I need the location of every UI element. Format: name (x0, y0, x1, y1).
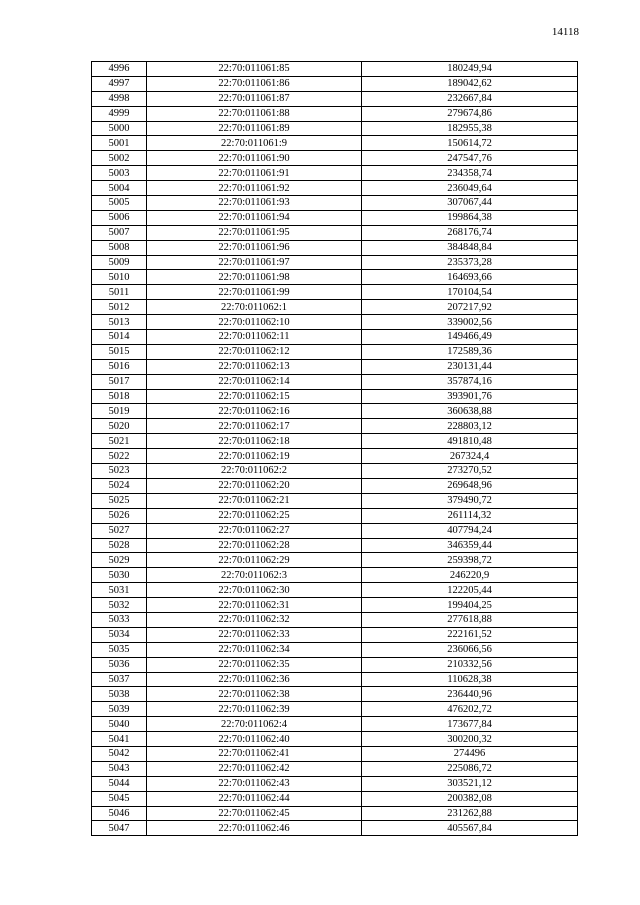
cadastral-number-cell: 22:70:011061:99 (147, 285, 362, 300)
cadastral-number-cell: 22:70:011062:44 (147, 791, 362, 806)
row-number-cell: 5014 (92, 330, 147, 345)
row-number-cell: 5039 (92, 702, 147, 717)
table-row (92, 776, 578, 791)
row-number-cell: 5032 (92, 598, 147, 613)
cadastral-number-cell: 22:70:011061:85 (147, 62, 362, 77)
table-row (92, 538, 578, 553)
cadastral-value-cell: 300200,32 (362, 732, 578, 747)
cadastral-value-cell: 269648,96 (362, 478, 578, 493)
table-row (92, 493, 578, 508)
cadastral-number-cell: 22:70:011061:91 (147, 166, 362, 181)
cadastral-number-cell: 22:70:011061:96 (147, 240, 362, 255)
row-number-cell: 5023 (92, 464, 147, 479)
row-number-cell: 4999 (92, 106, 147, 121)
row-number-cell: 5013 (92, 315, 147, 330)
row-number-cell: 5028 (92, 538, 147, 553)
table-row (92, 598, 578, 613)
row-number-cell: 5003 (92, 166, 147, 181)
cadastral-value-cell: 346359,44 (362, 538, 578, 553)
table-row (92, 419, 578, 434)
row-number-cell: 5021 (92, 434, 147, 449)
cadastral-number-cell: 22:70:011062:42 (147, 761, 362, 776)
cadastral-number-cell: 22:70:011062:15 (147, 389, 362, 404)
table-row (92, 791, 578, 806)
cadastral-number-cell: 22:70:011062:32 (147, 612, 362, 627)
cadastral-value-cell: 236049,64 (362, 181, 578, 196)
row-number-cell: 5036 (92, 657, 147, 672)
row-number-cell: 5001 (92, 136, 147, 151)
table-row (92, 344, 578, 359)
cadastral-value-cell: 230131,44 (362, 359, 578, 374)
cadastral-number-cell: 22:70:011061:97 (147, 255, 362, 270)
cadastral-value-cell: 303521,12 (362, 776, 578, 791)
row-number-cell: 5029 (92, 553, 147, 568)
row-number-cell: 5000 (92, 121, 147, 136)
cadastral-value-cell: 379490,72 (362, 493, 578, 508)
row-number-cell: 5040 (92, 717, 147, 732)
cadastral-number-cell: 22:70:011062:39 (147, 702, 362, 717)
table-row (92, 568, 578, 583)
cadastral-number-cell: 22:70:011062:17 (147, 419, 362, 434)
table-row (92, 627, 578, 642)
row-number-cell: 5007 (92, 225, 147, 240)
cadastral-number-cell: 22:70:011062:16 (147, 404, 362, 419)
cadastral-number-cell: 22:70:011062:35 (147, 657, 362, 672)
table-row (92, 523, 578, 538)
cadastral-value-cell: 384848,84 (362, 240, 578, 255)
cadastral-number-cell: 22:70:011061:90 (147, 151, 362, 166)
cadastral-value-cell: 407794,24 (362, 523, 578, 538)
table-row (92, 374, 578, 389)
cadastral-value-cell: 360638,88 (362, 404, 578, 419)
cadastral-number-cell: 22:70:011062:43 (147, 776, 362, 791)
cadastral-number-cell: 22:70:011062:21 (147, 493, 362, 508)
cadastral-value-cell: 170104,54 (362, 285, 578, 300)
cadastral-number-cell: 22:70:011062:1 (147, 300, 362, 315)
row-number-cell: 5033 (92, 612, 147, 627)
table-row (92, 642, 578, 657)
cadastral-number-cell: 22:70:011061:98 (147, 270, 362, 285)
table-row (92, 702, 578, 717)
table-row (92, 151, 578, 166)
table-row (92, 166, 578, 181)
cadastral-value-cell: 232667,84 (362, 91, 578, 106)
cadastral-value-cell: 225086,72 (362, 761, 578, 776)
row-number-cell: 5030 (92, 568, 147, 583)
cadastral-value-cell: 339002,56 (362, 315, 578, 330)
cadastral-number-cell: 22:70:011062:27 (147, 523, 362, 538)
row-number-cell: 5045 (92, 791, 147, 806)
row-number-cell: 5022 (92, 449, 147, 464)
row-number-cell: 5004 (92, 181, 147, 196)
cadastral-value-cell: 180249,94 (362, 62, 578, 77)
table-row (92, 270, 578, 285)
cadastral-value-cell: 200382,08 (362, 791, 578, 806)
table-row (92, 508, 578, 523)
row-number-cell: 5010 (92, 270, 147, 285)
row-number-cell: 5042 (92, 746, 147, 761)
cadastral-value-cell: 491810,48 (362, 434, 578, 449)
row-number-cell: 5006 (92, 210, 147, 225)
cadastral-value-cell: 476202,72 (362, 702, 578, 717)
cadastral-number-cell: 22:70:011061:93 (147, 196, 362, 211)
cadastral-number-cell: 22:70:011061:87 (147, 91, 362, 106)
table-row (92, 449, 578, 464)
cadastral-number-cell: 22:70:011062:36 (147, 672, 362, 687)
table-row (92, 255, 578, 270)
row-number-cell: 5016 (92, 359, 147, 374)
row-number-cell: 5002 (92, 151, 147, 166)
row-number-cell: 5034 (92, 627, 147, 642)
row-number-cell: 5037 (92, 672, 147, 687)
table-row (92, 330, 578, 345)
page-number: 14118 (551, 26, 579, 38)
cadastral-number-cell: 22:70:011062:4 (147, 717, 362, 732)
table-row (92, 434, 578, 449)
cadastral-number-cell: 22:70:011061:9 (147, 136, 362, 151)
row-number-cell: 5043 (92, 761, 147, 776)
row-number-cell: 5008 (92, 240, 147, 255)
table-row (92, 672, 578, 687)
row-number-cell: 4996 (92, 62, 147, 77)
cadastral-value-cell: 182955,38 (362, 121, 578, 136)
cadastral-number-cell: 22:70:011062:20 (147, 478, 362, 493)
cadastral-value-cell: 279674,86 (362, 106, 578, 121)
row-number-cell: 5009 (92, 255, 147, 270)
cadastral-value-cell: 150614,72 (362, 136, 578, 151)
row-number-cell: 5020 (92, 419, 147, 434)
row-number-cell: 4997 (92, 76, 147, 91)
table-row (92, 478, 578, 493)
table-row (92, 196, 578, 211)
row-number-cell: 4998 (92, 91, 147, 106)
row-number-cell: 5017 (92, 374, 147, 389)
cadastral-value-cell: 222161,52 (362, 627, 578, 642)
cadastral-value-cell: 246220,9 (362, 568, 578, 583)
cadastral-value-cell: 189042,62 (362, 76, 578, 91)
table-row (92, 359, 578, 374)
cadastral-number-cell: 22:70:011062:38 (147, 687, 362, 702)
cadastral-number-cell: 22:70:011062:45 (147, 806, 362, 821)
cadastral-value-cell: 236440,96 (362, 687, 578, 702)
cadastral-value-cell: 210332,56 (362, 657, 578, 672)
row-number-cell: 5044 (92, 776, 147, 791)
cadastral-number-cell: 22:70:011062:25 (147, 508, 362, 523)
table-row (92, 240, 578, 255)
table-row (92, 285, 578, 300)
table-body (92, 62, 578, 836)
cadastral-value-cell: 247547,76 (362, 151, 578, 166)
cadastral-value-cell: 149466,49 (362, 330, 578, 345)
cadastral-value-cell: 236066,56 (362, 642, 578, 657)
table-row (92, 583, 578, 598)
row-number-cell: 5012 (92, 300, 147, 315)
cadastral-number-cell: 22:70:011062:29 (147, 553, 362, 568)
cadastral-value-cell: 122205,44 (362, 583, 578, 598)
table-row (92, 404, 578, 419)
table-row (92, 746, 578, 761)
row-number-cell: 5025 (92, 493, 147, 508)
cadastral-number-cell: 22:70:011062:10 (147, 315, 362, 330)
cadastral-number-cell: 22:70:011062:3 (147, 568, 362, 583)
cadastral-number-cell: 22:70:011062:31 (147, 598, 362, 613)
row-number-cell: 5005 (92, 196, 147, 211)
table-row (92, 389, 578, 404)
cadastral-number-cell: 22:70:011061:89 (147, 121, 362, 136)
cadastral-number-cell: 22:70:011061:92 (147, 181, 362, 196)
row-number-cell: 5046 (92, 806, 147, 821)
cadastral-number-cell: 22:70:011062:34 (147, 642, 362, 657)
cadastral-number-cell: 22:70:011061:94 (147, 210, 362, 225)
cadastral-value-cell: 277618,88 (362, 612, 578, 627)
cadastral-value-cell: 259398,72 (362, 553, 578, 568)
row-number-cell: 5041 (92, 732, 147, 747)
row-number-cell: 5019 (92, 404, 147, 419)
cadastral-value-cell: 231262,88 (362, 806, 578, 821)
row-number-cell: 5031 (92, 583, 147, 598)
table-row (92, 464, 578, 479)
cadastral-value-cell: 235373,28 (362, 255, 578, 270)
cadastral-number-cell: 22:70:011062:12 (147, 344, 362, 359)
table-row (92, 821, 578, 836)
cadastral-number-cell: 22:70:011062:2 (147, 464, 362, 479)
cadastral-number-cell: 22:70:011061:88 (147, 106, 362, 121)
row-number-cell: 5027 (92, 523, 147, 538)
cadastral-value-cell: 405567,84 (362, 821, 578, 836)
cadastral-value-cell: 199864,38 (362, 210, 578, 225)
table-row (92, 136, 578, 151)
cadastral-value-table (91, 61, 578, 836)
cadastral-value-cell: 357874,16 (362, 374, 578, 389)
row-number-cell: 5047 (92, 821, 147, 836)
cadastral-value-cell: 307067,44 (362, 196, 578, 211)
cadastral-value-cell: 173677,84 (362, 717, 578, 732)
table-row (92, 732, 578, 747)
row-number-cell: 5035 (92, 642, 147, 657)
cadastral-number-cell: 22:70:011062:46 (147, 821, 362, 836)
table-row (92, 300, 578, 315)
cadastral-value-cell: 268176,74 (362, 225, 578, 240)
table-row (92, 687, 578, 702)
table-row (92, 225, 578, 240)
cadastral-number-cell: 22:70:011062:11 (147, 330, 362, 345)
cadastral-value-cell: 393901,76 (362, 389, 578, 404)
cadastral-number-cell: 22:70:011062:28 (147, 538, 362, 553)
table-row (92, 761, 578, 776)
cadastral-number-cell: 22:70:011062:19 (147, 449, 362, 464)
cadastral-number-cell: 22:70:011062:18 (147, 434, 362, 449)
table-row (92, 717, 578, 732)
table-row (92, 62, 578, 77)
cadastral-number-cell: 22:70:011062:13 (147, 359, 362, 374)
row-number-cell: 5026 (92, 508, 147, 523)
cadastral-value-cell: 234358,74 (362, 166, 578, 181)
cadastral-value-cell: 267324,4 (362, 449, 578, 464)
table-row (92, 91, 578, 106)
row-number-cell: 5018 (92, 389, 147, 404)
table-row (92, 657, 578, 672)
table-row (92, 76, 578, 91)
cadastral-value-cell: 274496 (362, 746, 578, 761)
cadastral-value-cell: 228803,12 (362, 419, 578, 434)
cadastral-number-cell: 22:70:011061:86 (147, 76, 362, 91)
cadastral-number-cell: 22:70:011062:41 (147, 746, 362, 761)
cadastral-number-cell: 22:70:011062:40 (147, 732, 362, 747)
table-row (92, 106, 578, 121)
table-row (92, 121, 578, 136)
cadastral-value-cell: 273270,52 (362, 464, 578, 479)
row-number-cell: 5038 (92, 687, 147, 702)
table-row (92, 210, 578, 225)
row-number-cell: 5024 (92, 478, 147, 493)
table-row (92, 315, 578, 330)
cadastral-value-cell: 261114,32 (362, 508, 578, 523)
table-row (92, 806, 578, 821)
cadastral-value-cell: 199404,25 (362, 598, 578, 613)
cadastral-value-cell: 207217,92 (362, 300, 578, 315)
row-number-cell: 5015 (92, 344, 147, 359)
cadastral-number-cell: 22:70:011062:30 (147, 583, 362, 598)
cadastral-value-cell: 110628,38 (362, 672, 578, 687)
row-number-cell: 5011 (92, 285, 147, 300)
cadastral-number-cell: 22:70:011061:95 (147, 225, 362, 240)
cadastral-number-cell: 22:70:011062:33 (147, 627, 362, 642)
cadastral-number-cell: 22:70:011062:14 (147, 374, 362, 389)
table-row (92, 181, 578, 196)
cadastral-value-cell: 164693,66 (362, 270, 578, 285)
table-row (92, 553, 578, 568)
cadastral-value-cell: 172589,36 (362, 344, 578, 359)
table-row (92, 612, 578, 627)
